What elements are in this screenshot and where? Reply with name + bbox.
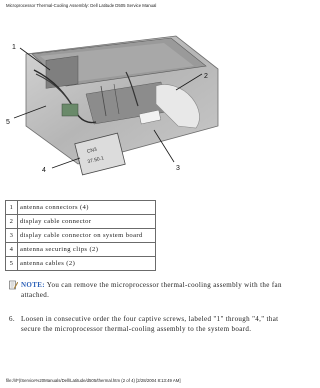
legend-text: antenna connectors (4): [18, 201, 156, 215]
callout-4: 4: [42, 167, 46, 174]
legend-number: 4: [6, 243, 18, 257]
table-row: [6, 215, 156, 229]
page-header: Microprocessor Thermal-Cooling Assembly: Dell Latitude D505 Service Manual: [6, 3, 157, 8]
legend-number: 1: [6, 201, 18, 215]
legend-table: [5, 200, 156, 271]
service-photo: [6, 14, 224, 184]
page-footer: file:///F|/Service%20Manuals/Dell/Latitude/d505/thermal.htm (2 of 4) [2/28/2004 8:13:49 AM]: [6, 378, 181, 383]
callout-1: 1: [12, 44, 16, 51]
table-row: [6, 201, 156, 215]
table-row: [6, 229, 156, 243]
legend-number: 3: [6, 229, 18, 243]
legend-text: display cable connector on system board: [18, 229, 156, 243]
note-text: [21, 280, 293, 300]
legend-text: antenna cables (2): [18, 257, 156, 271]
note-label: NOTE:: [21, 281, 45, 289]
callout-3: 3: [176, 165, 180, 172]
callout-2: 2: [204, 73, 208, 80]
legend-number: 5: [6, 257, 18, 271]
note-pencil-icon: [9, 280, 18, 290]
callout-5: 5: [6, 119, 10, 126]
step-number: 6.: [9, 315, 15, 323]
note-body: You can remove the microprocessor thermal-cooling assembly with the fan attached.: [21, 281, 282, 299]
table-row: [6, 257, 156, 271]
legend-text: display cable connector: [18, 215, 156, 229]
legend-number: 2: [6, 215, 18, 229]
inset-label-cn3: CN3: [86, 146, 98, 155]
inset-label-number: 37.50.1: [86, 155, 105, 166]
table-row: [6, 243, 156, 257]
step-text: Loosen in consecutive order the four captive screws, labeled "1" through "4," that secure the microprocessor thermal-cooling assembly to the system board.: [21, 315, 279, 333]
legend-text: antenna securing clips (2): [18, 243, 156, 257]
